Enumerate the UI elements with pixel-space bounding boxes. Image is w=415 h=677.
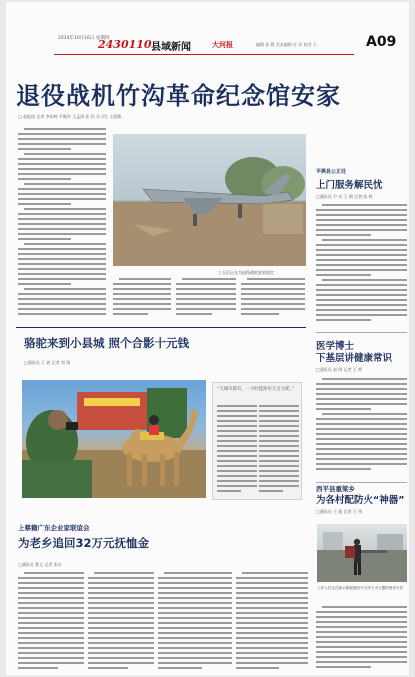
paper-name: 大河报 [212,40,233,49]
newspaper-page [6,2,409,675]
jet-photo-caption: 工人们正在为退役战机安装固定 [218,270,274,275]
pension-story-kicker: 上蔡籍广东企业家联谊会 [18,524,90,532]
camel-story-title: 骆驼来到小县城 照个合影十元钱 [24,336,190,350]
header-rule [54,54,354,55]
rc-story2-kicker: 医学博士 [316,341,355,352]
rc-story3-title: 为各村配防火“神器” [316,495,405,506]
quote-box-text-col2 [259,405,299,497]
rc-story1-kicker: 平舆县公正处 [316,169,347,175]
page-header [6,32,409,56]
pension-text-col3 [158,572,232,672]
rc-story1-text [316,204,407,330]
hotline-logo: 2430110 [98,38,152,51]
main-byline: □ 赵振国 记者 李东辉 平衡洋 王孟涛 张 怀 实习生 王凯歌 [18,114,122,119]
rc-story3-kicker: 西平县重梁乡 [316,485,355,493]
small-photo-caption: 工作人员正在演示新配备的灭火风力灭火器的使用方法 [317,586,404,590]
rc-story1-byline: □通讯员 尹 光 王 朝 记者 陈 辉 [316,194,373,199]
section-name: 县域新闻 [151,42,191,53]
rc-story3-text [316,606,407,672]
quote-box [212,382,302,500]
main-headline: 退役战机竹沟革命纪念馆安家 [16,82,341,110]
fire-extinguisher-photo [317,524,407,582]
rc-story2-byline: □通讯员 赵 明 记者 王 辉 [316,367,363,372]
camel-story-byline: □通讯员 王 波 记者 刘 翔 [24,360,71,365]
rc-story3-byline: □通讯员 王 超 记者 王 伟 [316,509,363,514]
rc-divider-2 [316,482,407,483]
pension-story-title: 为老乡追回32万元抚恤金 [18,536,150,550]
main-story-text-col2 [113,278,171,322]
issue-date: 2014年10月16日 星期四 [58,36,110,41]
rc-story1-title: 上门服务解民忧 [316,180,383,191]
editor-credits: 编辑 张 静 美术编辑 任 洋 校对 王 [256,42,317,47]
rc-divider-1 [316,332,407,333]
camel-quote: “大城市都有，一小时能挣好几百元呢。” [217,387,294,392]
camel-photo [22,380,206,498]
pension-text-col4 [236,572,308,672]
rc-story2-text [316,378,407,480]
pension-text-col1 [18,572,84,672]
main-story-text-col1 [18,128,106,320]
page-number: A09 [366,34,397,50]
fighter-jet-photo [113,134,306,266]
quote-box-text-col1 [217,405,257,497]
rc-story2-title: 下基层讲健康常识 [316,353,393,364]
main-story-text-col4 [241,278,305,322]
main-story-text-col3 [176,278,236,322]
pension-story-byline: □通讯员 曹文 记者 张东 [18,562,62,567]
pension-text-col2 [88,572,154,672]
